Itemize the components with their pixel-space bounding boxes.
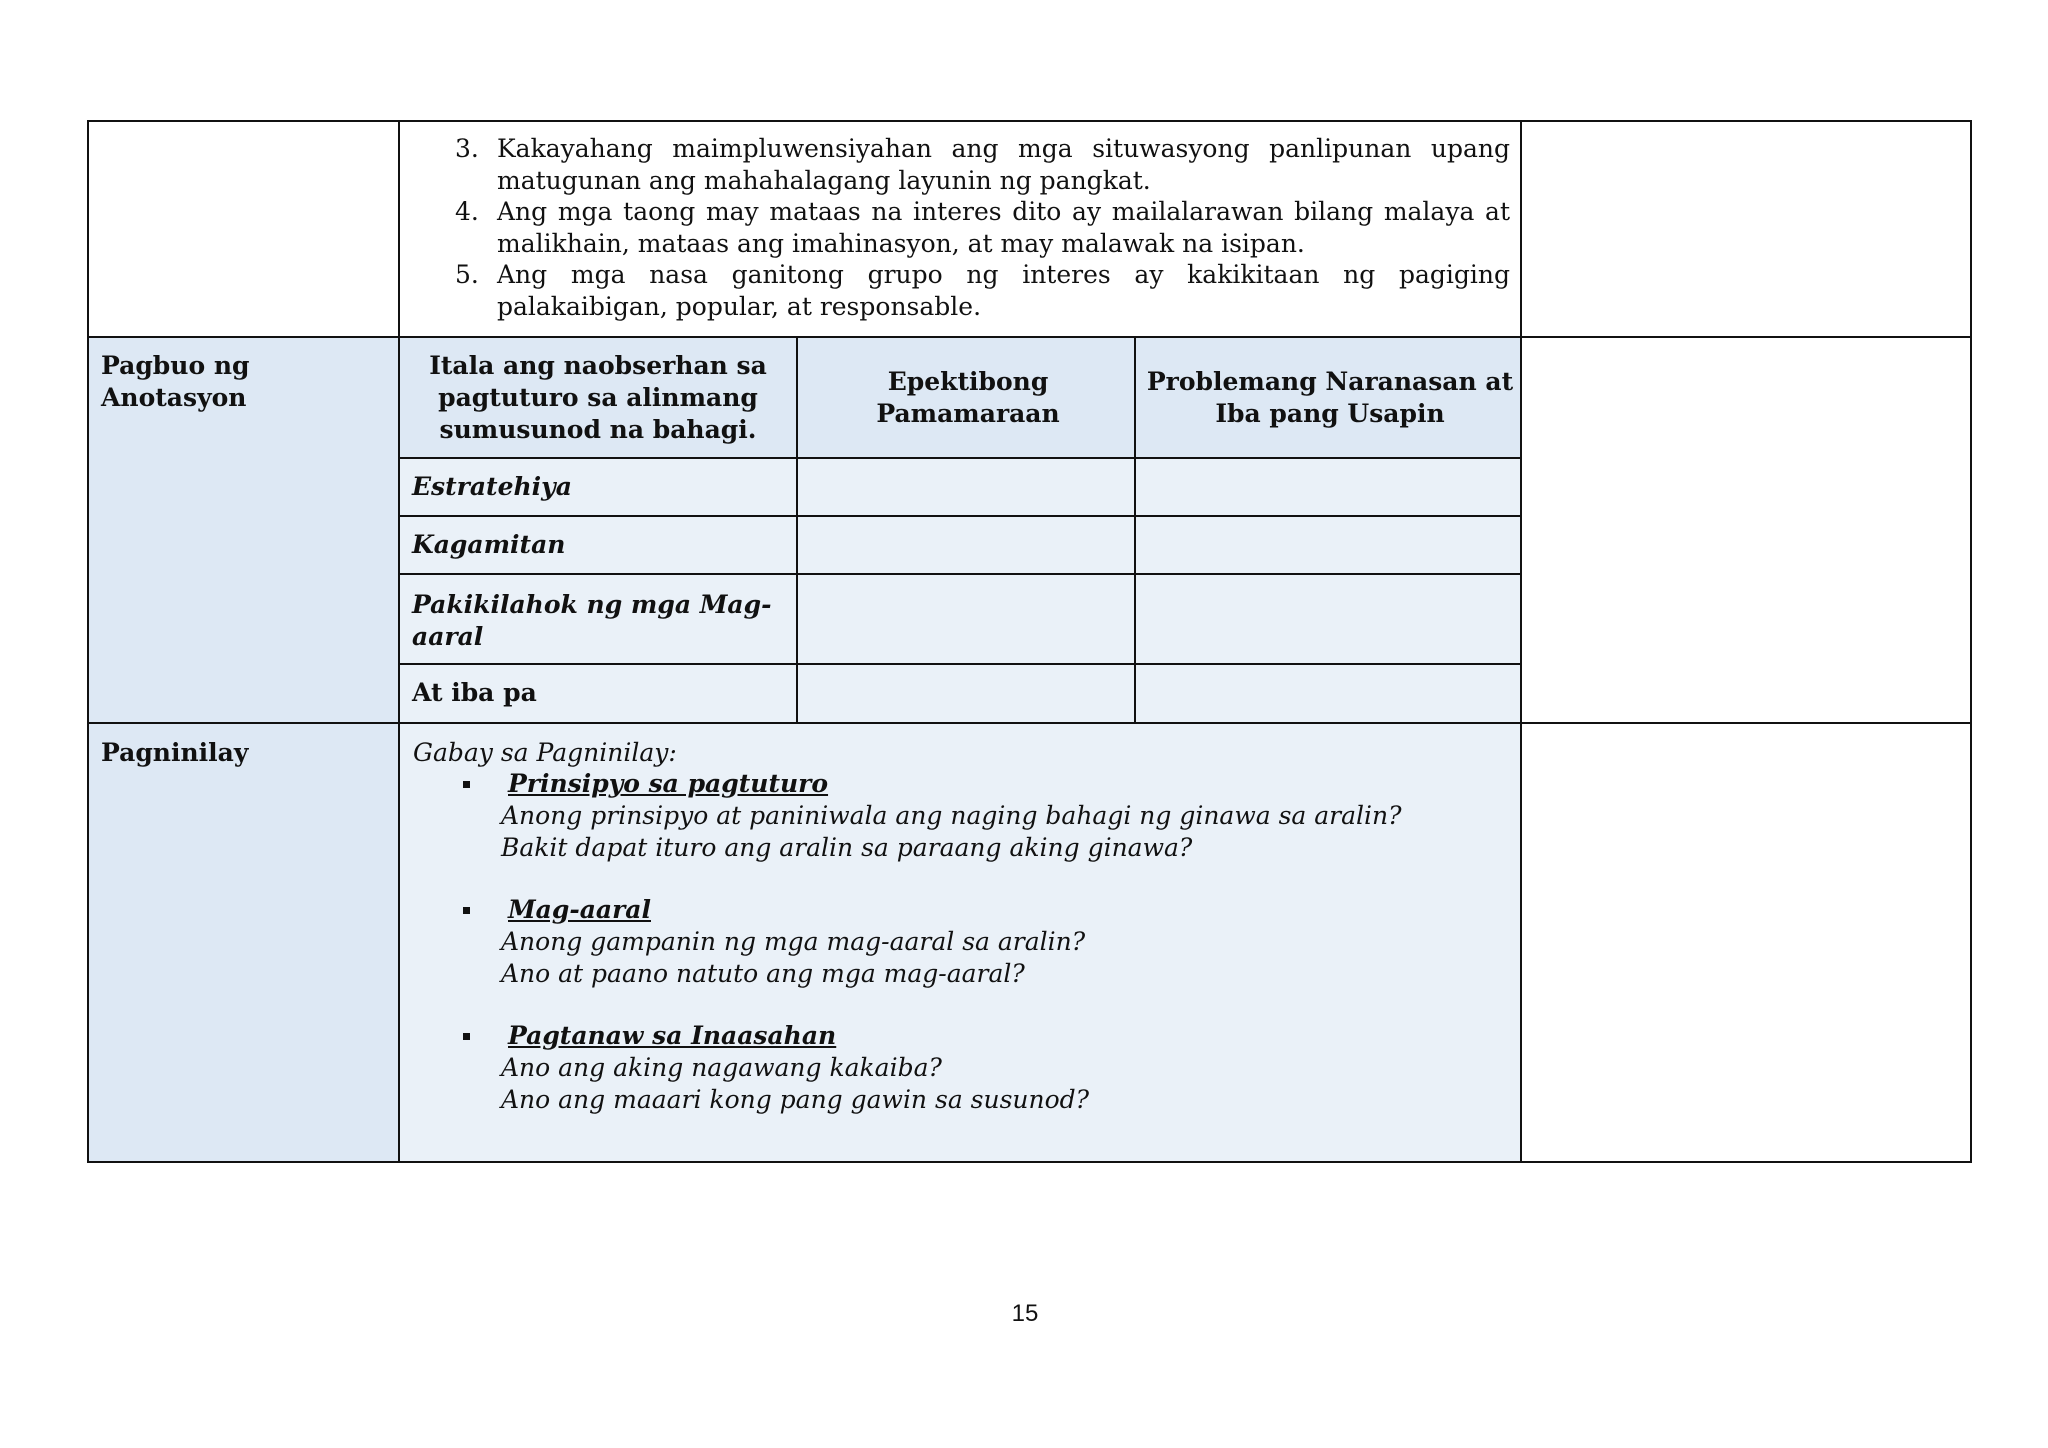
numbered-list bbox=[455, 133, 1510, 333]
reflection-line: Ano ang aking nagawang kakaiba? bbox=[501, 1053, 942, 1082]
bullet-icon bbox=[463, 781, 470, 788]
inner-row-label-text: At iba pa bbox=[412, 678, 537, 707]
inner-header-col3 bbox=[1134, 336, 1522, 459]
list-number: 4. bbox=[455, 197, 479, 226]
reflection-line: Bakit dapat ituro ang aralin sa paraang aking ginawa? bbox=[501, 833, 1193, 862]
list-item bbox=[455, 133, 1510, 197]
list-text: Kakayahang maimpluwensiyahan ang mga situwasyong panlipunan upang matugunan ang mahahalagang layunin ng pangkat. bbox=[497, 134, 1510, 195]
page-number: 15 bbox=[1011, 1300, 1039, 1327]
inner-row-cell bbox=[1134, 573, 1522, 665]
inner-row-cell bbox=[796, 515, 1136, 575]
list-text: Ang mga nasa ganitong grupo ng interes ay kakikitaan ng pagiging palakaibigan, popular, at responsable. bbox=[497, 260, 1510, 321]
inner-header-col2 bbox=[796, 336, 1136, 459]
list-number: 5. bbox=[455, 260, 479, 289]
inner-header-col1 bbox=[398, 336, 798, 459]
reflection-line: Ano ang maaari kong pang gawin sa susunod? bbox=[501, 1085, 1090, 1114]
row1-label-cell bbox=[87, 120, 400, 338]
reflection-notes-cell bbox=[1520, 722, 1972, 1163]
reflection-guide-title: Gabay sa Pagninilay: bbox=[413, 738, 677, 767]
reflection-line: Anong prinsipyo at paniniwala ang naging bahagi ng ginawa sa aralin? bbox=[501, 801, 1402, 830]
inner-row-label-text: Kagamitan bbox=[412, 530, 566, 559]
inner-row-cell bbox=[1134, 663, 1522, 724]
reflection-section-title: Pagtanaw sa Inaasahan bbox=[508, 1021, 837, 1050]
reflection-section-title: Prinsipyo sa pagtuturo bbox=[508, 769, 829, 798]
inner-row-label bbox=[398, 457, 798, 517]
inner-row-label-text: Estratehiya bbox=[412, 472, 572, 501]
inner-row-cell bbox=[1134, 457, 1522, 517]
bullet-icon bbox=[463, 1033, 470, 1040]
annotation-label-cell bbox=[87, 336, 400, 724]
bullet-icon bbox=[463, 907, 470, 914]
inner-row-cell bbox=[796, 663, 1136, 724]
annotation-notes-cell bbox=[1520, 336, 1972, 724]
inner-row-label-text: Pakikilahok ng mga Mag-aaral bbox=[412, 590, 772, 651]
reflection-section-title: Mag-aaral bbox=[508, 895, 651, 924]
inner-row-cell bbox=[796, 457, 1136, 517]
reflection-line: Anong gampanin ng mga mag-aaral sa aralin? bbox=[501, 927, 1086, 956]
inner-row-label bbox=[398, 573, 798, 665]
annotation-label bbox=[101, 350, 391, 414]
inner-row-cell bbox=[1134, 515, 1522, 575]
list-text: Ang mga taong may mataas na interes dito ay mailalarawan bilang malaya at malikhain, mataas ang imahinasyon, at may malawak na isipan. bbox=[497, 197, 1510, 258]
inner-header-col3-text: Problemang Naranasan at Iba pang Usapin bbox=[1146, 367, 1514, 428]
list-item bbox=[455, 196, 1510, 260]
annotation-label-line: Pagbuo ng bbox=[101, 351, 250, 380]
annotation-label-line: Anotasyon bbox=[101, 383, 247, 412]
reflection-line: Ano at paano natuto ang mga mag-aaral? bbox=[501, 959, 1025, 988]
inner-header-col1-text: Itala ang naobserhan sa pagtuturo sa alinmang sumusunod na bahagi. bbox=[429, 351, 767, 444]
list-number: 3. bbox=[455, 134, 479, 163]
inner-row-label bbox=[398, 663, 798, 724]
inner-row-cell bbox=[796, 573, 1136, 665]
reflection-content-cell bbox=[398, 722, 1522, 1163]
inner-row-label bbox=[398, 515, 798, 575]
list-item bbox=[455, 259, 1510, 323]
reflection-label: Pagninilay bbox=[101, 738, 249, 767]
inner-header-col2-text: Epektibong Pamamaraan bbox=[876, 367, 1060, 428]
reflection-label-cell bbox=[87, 722, 400, 1163]
row1-notes-cell bbox=[1520, 120, 1972, 338]
